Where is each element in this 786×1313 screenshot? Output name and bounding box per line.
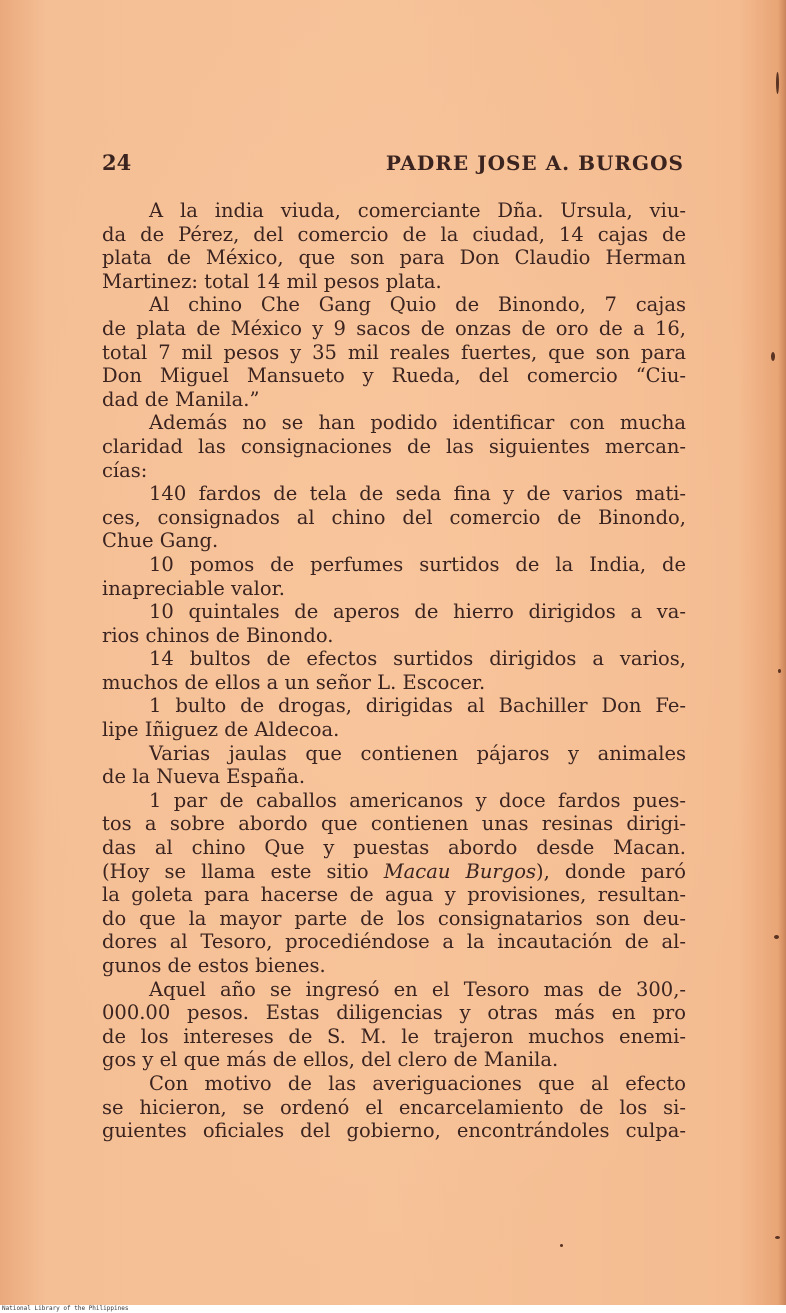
page-header <box>102 148 684 178</box>
text-line <box>102 836 686 860</box>
running-head: PADRE JOSE A. BURGOS <box>385 151 684 175</box>
text-line-content: lipe Iñiguez de Aldecoa. <box>102 718 340 742</box>
text-line <box>102 742 686 766</box>
text-line-content: Además no se han podido identificar con mucha <box>149 411 686 435</box>
ink-speck <box>560 1244 563 1247</box>
text-line <box>102 860 686 884</box>
text-line-content: de la Nueva España. <box>102 765 306 789</box>
text-line <box>102 482 686 506</box>
text-line <box>102 624 686 648</box>
text-line <box>102 1001 686 1025</box>
ink-speck <box>775 1236 780 1239</box>
text-line-content: gunos de estos bienes. <box>102 954 326 977</box>
text-line <box>102 270 686 294</box>
text-line <box>102 765 686 789</box>
text-line-content: 14 bultos de efectos surtidos dirigidos a varios, <box>149 647 686 671</box>
text-line-content: 1 bulto de drogas, dirigidas al Bachiller Don Fe- <box>149 694 686 718</box>
page-number: 24 <box>102 150 132 175</box>
text-line <box>102 388 686 412</box>
text-line-content: 1 par de caballos americanos y doce fardos pues- <box>149 788 686 812</box>
text-line <box>102 789 686 813</box>
text-line-content: dores al Tesoro, procediéndose a la incautación de al- <box>102 930 686 954</box>
text-line <box>102 529 686 553</box>
text-line-content: Chue Gang. <box>102 529 219 553</box>
text-line-content: do que la mayor parte de los consignatarios son deu- <box>102 906 686 930</box>
text-line <box>102 223 686 247</box>
text-line-content: 140 fardos de tela de seda fina y de varios mati- <box>149 482 686 506</box>
text-line <box>102 364 686 388</box>
text-line-content: da de Pérez, del comercio de la ciudad, 14 cajas de <box>102 222 686 246</box>
text-line <box>102 1096 686 1120</box>
text-line <box>102 199 686 223</box>
text-line-content: Martinez: total 14 mil pesos plata. <box>102 269 442 293</box>
text-line-content: ces, consignados al chino del comercio de Binondo, <box>102 505 686 529</box>
footer-credit: National Library of the Philippines <box>2 1305 129 1312</box>
text-line-content: Aquel año se ingresó en el Tesoro mas de 300,- <box>149 977 686 1001</box>
text-line <box>102 1072 686 1096</box>
text-line-content: A la india viuda, comerciante Dña. Ursula, viu- <box>149 199 686 222</box>
text-line <box>102 577 686 601</box>
text-line-content: claridad las consignaciones de las siguientes mercan- <box>102 434 686 458</box>
text-line-continuation: ), donde paró <box>535 859 687 883</box>
text-line <box>102 1025 686 1049</box>
text-line-content: plata de México, que son para Don Claudio Herman <box>102 246 686 270</box>
text-line <box>102 246 686 270</box>
text-line-content: guientes oficiales del gobierno, encontrándoles culpa- <box>102 1119 686 1143</box>
text-line <box>102 553 686 577</box>
text-line <box>102 883 686 907</box>
text-line <box>102 435 686 459</box>
text-line <box>102 647 686 671</box>
text-line-content: inapreciable valor. <box>102 576 286 600</box>
text-line-content: total 7 mil pesos y 35 mil reales fuertes, que son para <box>102 340 686 364</box>
text-line <box>102 978 686 1002</box>
ink-speck <box>771 352 775 361</box>
ink-speck <box>774 935 779 939</box>
text-line-content: Con motivo de las averiguaciones que al efecto <box>149 1071 686 1095</box>
text-line <box>102 1119 686 1143</box>
text-line <box>102 341 686 365</box>
text-line-content: 000.00 pesos. Estas diligencias y otras más en pro <box>102 1001 686 1025</box>
ink-speck <box>776 72 779 94</box>
text-line-content: Don Miguel Mansueto y Rueda, del comercio “Ciu- <box>102 364 686 388</box>
text-line-content: de los intereses de S. M. le trajeron muchos enemi- <box>102 1024 686 1048</box>
text-line <box>102 600 686 624</box>
text-line-content: Varias jaulas que contienen pájaros y animales <box>149 741 686 765</box>
italic-place-name: Macau Burgos <box>383 859 536 883</box>
text-line-content: gos y el que más de ellos, del clero de Manila. <box>102 1048 559 1072</box>
text-line <box>102 293 686 317</box>
page-edge-shadow <box>778 0 786 1305</box>
text-line-content: de plata de México y 9 sacos de onzas de oro de a 16, <box>102 316 686 340</box>
text-line <box>102 907 686 931</box>
text-line <box>102 411 686 435</box>
text-line-content: cías: <box>102 458 148 482</box>
text-line <box>102 694 686 718</box>
text-line-content: dad de Manila.” <box>102 387 260 411</box>
text-line <box>102 1048 686 1072</box>
text-line <box>102 954 686 978</box>
text-line-content: 10 quintales de aperos de hierro dirigidos a va- <box>149 600 686 624</box>
text-line-content: tos a sobre abordo que contienen unas resinas dirigi- <box>102 812 686 836</box>
text-line-content: la goleta para hacerse de agua y provisiones, resultan- <box>102 883 686 907</box>
text-line <box>102 506 686 530</box>
text-line <box>102 317 686 341</box>
text-line-content: se hicieron, se ordenó el encarcelamiento de los si- <box>102 1095 686 1119</box>
text-line-content: rios chinos de Binondo. <box>102 623 334 647</box>
text-line-content: 10 pomos de perfumes surtidos de la India, de <box>149 552 686 576</box>
text-line <box>102 718 686 742</box>
text-line-content: Al chino Che Gang Quio de Binondo, 7 cajas <box>149 293 686 317</box>
body-text <box>102 199 686 1143</box>
text-line <box>102 671 686 695</box>
text-line-content: das al chino Que y puestas abordo desde Macan. <box>102 836 686 860</box>
text-line-content: muchos de ellos a un señor L. Escocer. <box>102 670 486 694</box>
text-line <box>102 812 686 836</box>
ink-speck <box>778 669 781 673</box>
text-line <box>102 930 686 954</box>
text-line-content: (Hoy se llama este sitio <box>102 859 384 883</box>
text-line <box>102 459 686 483</box>
